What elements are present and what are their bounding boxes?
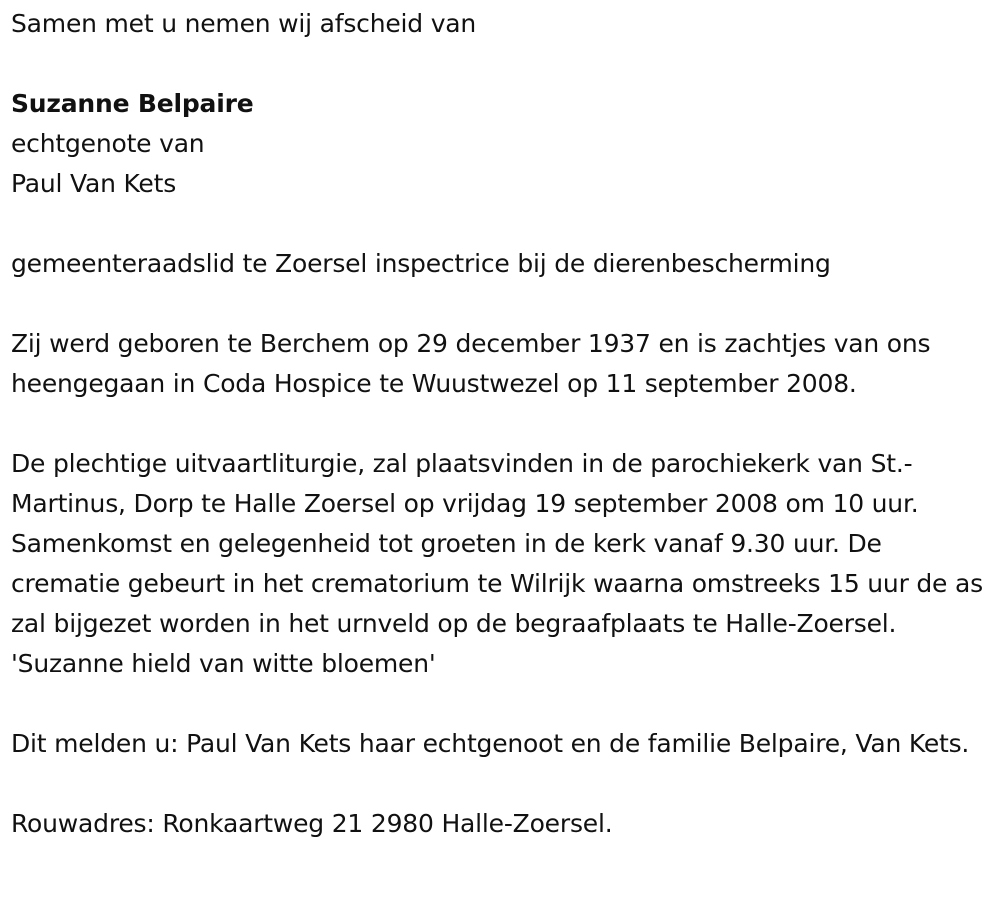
spacer xyxy=(11,764,996,804)
spacer xyxy=(11,404,996,444)
birth-death-paragraph: Zij werd geboren te Berchem op 29 december 1937 en is zachtjes van ons heengegaan in Coda Hospice te Wuustwezel op 11 september 2008. xyxy=(11,329,931,398)
intro-line: Samen met u nemen wij afscheid van xyxy=(11,9,477,38)
spacer xyxy=(11,684,996,724)
address-line: Rouwadres: Ronkaartweg 21 2980 Halle-Zoersel. xyxy=(11,809,613,838)
spacer xyxy=(11,284,996,324)
deceased-name: Suzanne Belpaire xyxy=(11,89,254,118)
obituary-notice xyxy=(11,4,996,844)
roles-line: gemeenteraadslid te Zoersel inspectrice bij de dierenbescherming xyxy=(11,249,831,278)
spouse-name: Paul Van Kets xyxy=(11,169,177,198)
announcers-paragraph: Dit melden u: Paul Van Kets haar echtgenoot en de familie Belpaire, Van Kets. xyxy=(11,729,970,758)
relation-line: echtgenote van xyxy=(11,129,205,158)
ceremony-paragraph: De plechtige uitvaartliturgie, zal plaatsvinden in de parochiekerk van St.-Martinus, Dorp te Halle Zoersel op vrijdag 19 september 2008 om 10 uur. Samenkomst en gelegenheid tot groeten in de kerk vanaf 9.30 uur. De crematie gebeurt in het crematorium te Wilrijk waarna omstreeks 15 uur de as zal bijgezet worden in het urnveld op de begraafplaats te Halle-Zoersel. 'Suzanne hield van witte bloemen' xyxy=(11,449,983,678)
spacer xyxy=(11,204,996,244)
spacer xyxy=(11,44,996,84)
